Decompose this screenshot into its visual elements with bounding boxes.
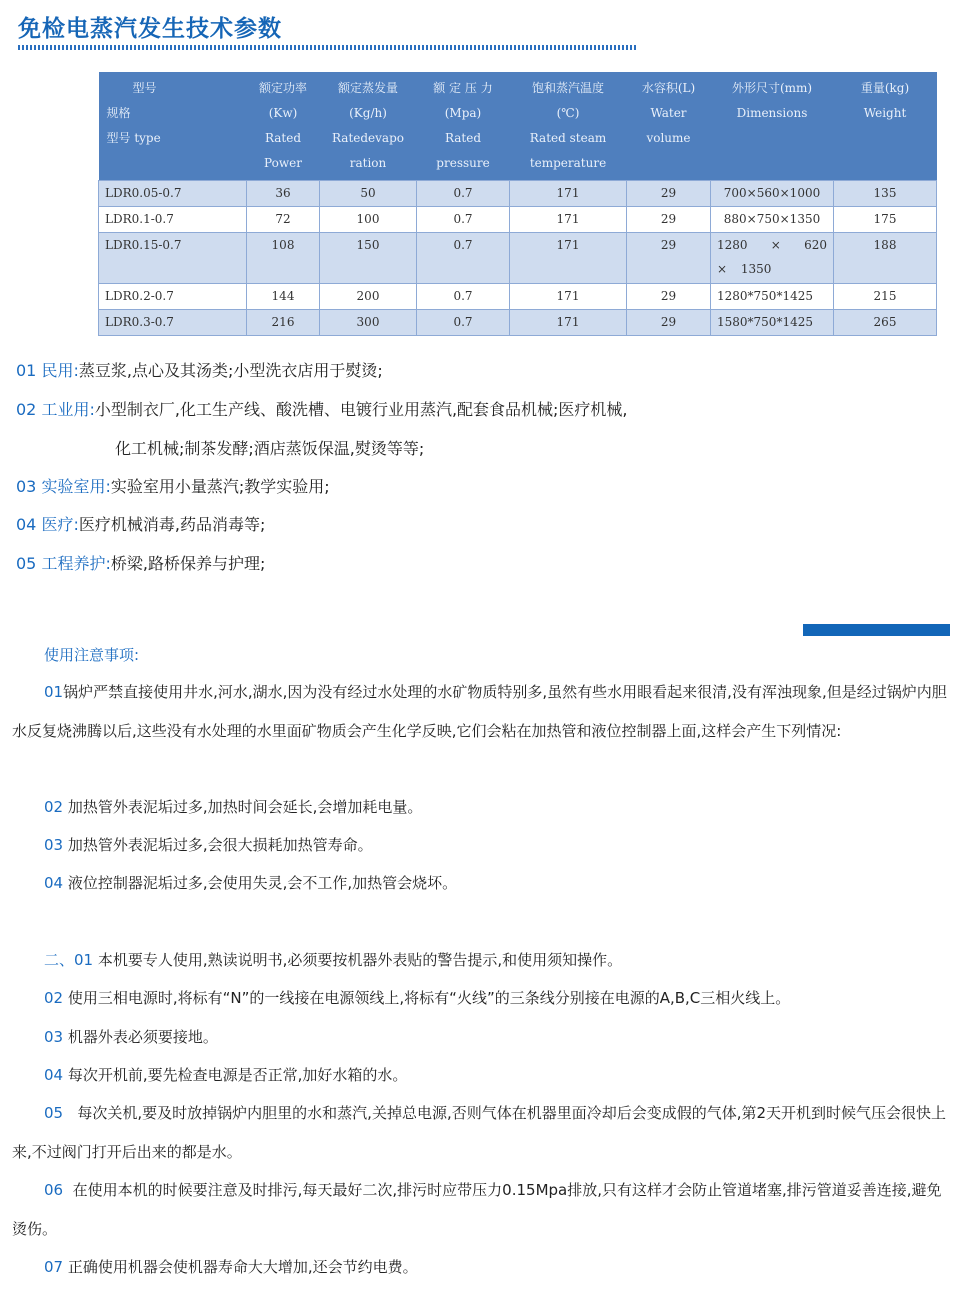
use-text: 小型制衣厂,化工生产线、酸洗槽、电镀行业用蒸汽,配套食品机械;医疗机械, [94,400,628,419]
table-cell: 150 [320,233,417,284]
use-category: 工业用: [41,400,95,419]
table-cell: 171 [510,207,627,233]
header-pressure: 额 定 压 力 (Mpa) Rated pressure [417,72,510,181]
note-text: 锅炉严禁直接使用井水,河水,湖水,因为没有经过水处理的水矿物质特别多,虽然有些水用眼看起来很清,没有浑浊现象,但是经过锅炉内胆水反复烧沸腾以后,这些没有水处理的水里面矿物质会产生化学反映,它们会粘在加热管和液位控制器上面,这样会产生下列情况: [12,683,947,740]
instruction-text: 正确使用机器会使机器寿命大大增加,还会节约电费。 [67,1258,418,1276]
table-cell: 1280 × 620 × 1350 [711,233,834,284]
table-cell: 1580*750*1425 [711,310,834,336]
section-accent-bar [803,624,950,636]
table-row [99,207,937,233]
instruction-text: 使用三相电源时,将标有“N”的一线接在电源领线上,将标有“火线”的三条线分别接在电源的A,B,C三相火线上。 [67,989,791,1007]
table-row [99,181,937,207]
instruction-item [12,979,954,1018]
table-cell: 215 [834,284,937,310]
table-cell: 50 [320,181,417,207]
note-item [12,673,954,750]
instruction-item [12,1018,954,1057]
table-cell: LDR0.15-0.7 [99,233,247,284]
note-item [12,788,954,827]
instruction-text: 在使用本机的时候要注意及时排污,每天最好二次,排污时应带压力0.15Mpa排放,只有这样才会防止管道堵塞,排污管道妥善连接,避免烫伤。 [12,1181,942,1238]
use-category: 工程养护: [41,554,111,573]
table-cell: 0.7 [417,310,510,336]
note-number: 01 [44,683,64,701]
note-text: 加热管外表泥垢过多,会很大损耗加热管寿命。 [67,836,373,854]
use-text: 化工机械;制茶发酵;酒店蒸饭保温,熨烫等等; [115,439,425,458]
use-text: 蒸豆浆,点心及其汤类;小型洗衣店用于熨烫; [78,361,383,380]
instruction-text: 每次关机,要及时放掉锅炉内胆里的水和蒸汽,关掉总电源,否则气体在机器里面冷却后会变成假的气体,第2天开机到时候气压会很快上来,不过阀门打开后出来的都是水。 [12,1104,947,1161]
spec-table [98,72,937,336]
page-title: 免检电蒸汽发生技术参数 [18,16,282,42]
table-cell: LDR0.2-0.7 [99,284,247,310]
instruction-number: 05 [44,1104,64,1122]
header-weight: 重量(kg) Weight [834,72,937,181]
table-cell: 175 [834,207,937,233]
table-cell: 29 [627,310,711,336]
table-cell: 216 [247,310,320,336]
header-dimensions: 外形尺寸(mm) Dimensions [711,72,834,181]
use-number: 02 [16,400,37,419]
title-underline [18,45,636,50]
table-cell: 0.7 [417,207,510,233]
note-item [12,826,954,865]
table-cell: 265 [834,310,937,336]
table-cell: 135 [834,181,937,207]
table-cell: 29 [627,181,711,207]
use-number: 04 [16,515,37,534]
table-cell: 0.7 [417,284,510,310]
table-cell: 108 [247,233,320,284]
table-cell: 144 [247,284,320,310]
note-text: 加热管外表泥垢过多,加热时间会延长,会增加耗电量。 [67,798,423,816]
table-cell: 72 [247,207,320,233]
table-cell: 171 [510,233,627,284]
note-number: 02 [44,798,64,816]
use-item-industrial-cont [115,436,424,459]
table-cell: 1280*750*1425 [711,284,834,310]
table-row [99,310,937,336]
table-header-row [99,72,937,181]
header-evaporation: 额定蒸发量 (Kg/h) Ratedevapo ration [320,72,417,181]
instruction-number: 03 [44,1028,64,1046]
table-cell: 29 [627,284,711,310]
notes-heading: 使用注意事项: [44,646,140,664]
table-cell: LDR0.1-0.7 [99,207,247,233]
instruction-number: 02 [44,989,64,1007]
note-number: 04 [44,874,64,892]
instruction-text: 本机要专人使用,熟读说明书,必须要按机器外表贴的警告提示,和使用须知操作。 [97,951,623,969]
instruction-number: 07 [44,1258,64,1276]
use-item-lab [16,474,330,497]
header-power: 额定功率 (Kw) Rated Power [247,72,320,181]
instruction-text: 机器外表必须要接地。 [67,1028,218,1046]
table-cell: 29 [627,233,711,284]
header-temperature: 饱和蒸汽温度 (℃) Rated steam temperature [510,72,627,181]
table-cell: 880×750×1350 [711,207,834,233]
instruction-number: 06 [44,1181,64,1199]
header-model: 型号 规格 型号 type [99,72,247,181]
instruction-number: 04 [44,1066,64,1084]
table-cell: 200 [320,284,417,310]
table-cell: 171 [510,284,627,310]
header-water-volume: 水容积(L) Water volume [627,72,711,181]
note-text: 液位控制器泥垢过多,会使用失灵,会不工作,加热管会烧坏。 [67,874,458,892]
table-cell: 188 [834,233,937,284]
use-item-industrial [16,397,628,420]
table-cell: 100 [320,207,417,233]
instruction-number: 二、01 [44,951,94,969]
table-cell: LDR0.3-0.7 [99,310,247,336]
use-text: 医疗机械消毒,药品消毒等; [78,515,266,534]
note-number: 03 [44,836,64,854]
use-category: 医疗: [41,515,79,534]
table-cell: 171 [510,310,627,336]
table-cell: LDR0.05-0.7 [99,181,247,207]
instruction-item [12,941,954,980]
use-item-civil [16,358,383,381]
table-cell: 36 [247,181,320,207]
note-item [12,864,954,903]
instruction-item [12,1094,954,1171]
instruction-item [12,1248,954,1287]
table-row [99,284,937,310]
table-row [99,233,937,284]
table-cell: 171 [510,181,627,207]
table-cell: 300 [320,310,417,336]
use-number: 01 [16,361,37,380]
use-text: 实验室用小量蒸汽;教学实验用; [110,477,330,496]
use-number: 05 [16,554,37,573]
use-item-medical [16,512,265,535]
instruction-item [12,1056,954,1095]
table-cell: 700×560×1000 [711,181,834,207]
instruction-text: 每次开机前,要先检查电源是否正常,加好水箱的水。 [67,1066,408,1084]
use-category: 实验室用: [41,477,111,496]
table-cell: 29 [627,207,711,233]
use-category: 民用: [41,361,79,380]
use-text: 桥梁,路桥保养与护理; [110,554,266,573]
table-cell: 0.7 [417,181,510,207]
use-number: 03 [16,477,37,496]
table-cell: 0.7 [417,233,510,284]
use-item-engineering [16,551,265,574]
instruction-item [12,1171,954,1248]
